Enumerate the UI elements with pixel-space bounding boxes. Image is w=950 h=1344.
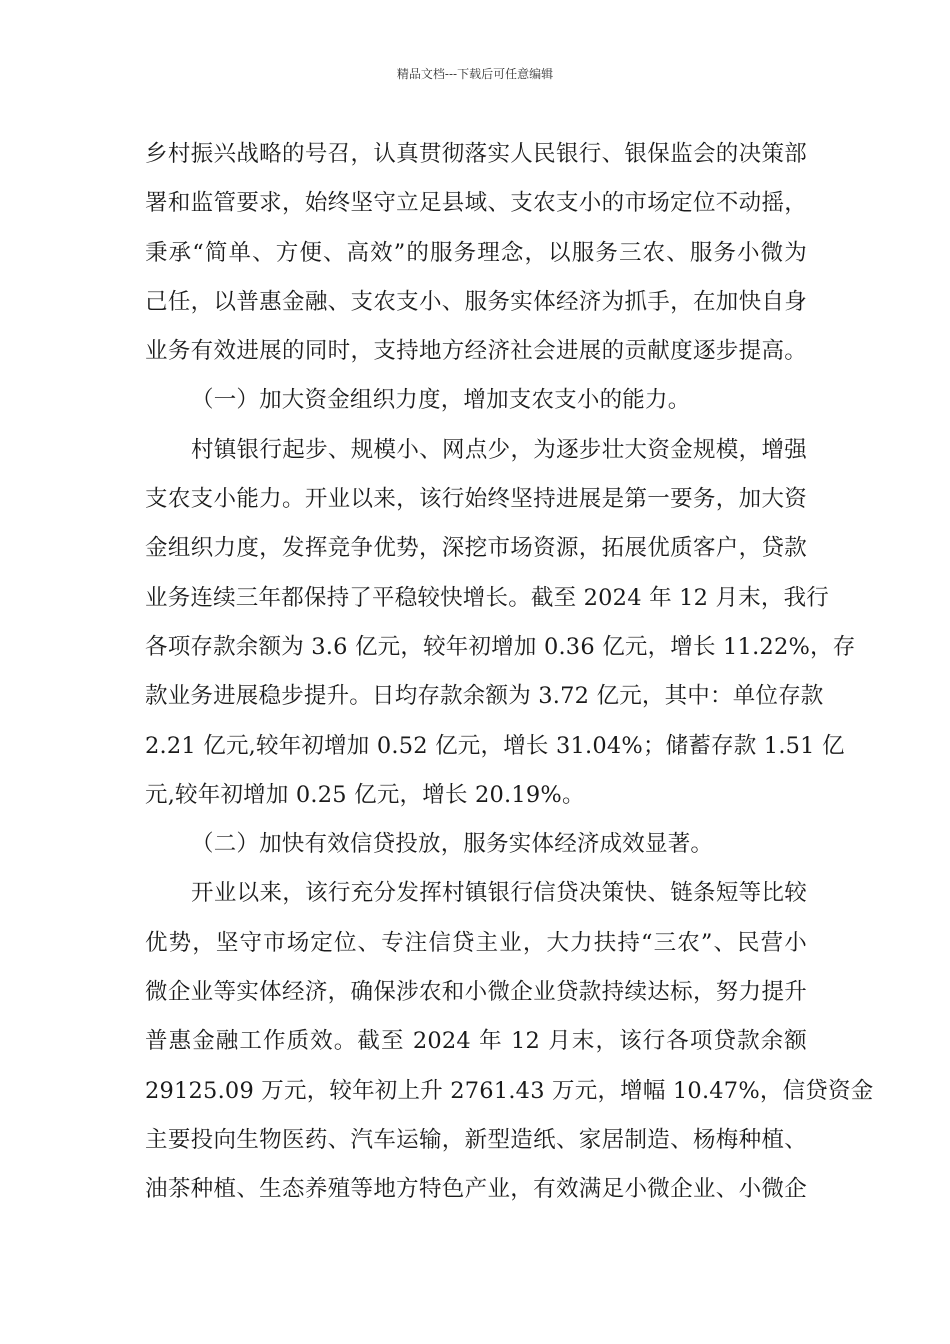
text-line: 普惠金融工作质效。截至 2024 年 12 月末，该行各项贷款余额 [145,1028,807,1055]
text-line: 开业以来，该行充分发挥村镇银行信贷决策快、链条短等比较 [191,880,807,907]
text-line: 秉承“简单、方便、高效”的服务理念，以服务三农、服务小微为 [145,239,807,266]
text-line: 金组织力度，发挥竞争优势，深挖市场资源，拓展优质客户，贷款 [145,535,807,562]
section-heading: （一）加大资金组织力度，增加支农支小的能力。 [191,387,691,414]
text-line: 支农支小能力。开业以来，该行始终坚持进展是第一要务，加大资 [145,486,807,513]
text-line: 各项存款余额为 3.6 亿元，较年初增加 0.36 亿元，增长 11.22%，存 [145,633,856,660]
text-line: 油茶种植、生态养殖等地方特色产业，有效满足小微企业、小微企 [145,1176,807,1203]
section-heading: （二）加快有效信贷投放，服务实体经济成效显著。 [191,831,714,858]
text-line: 乡村振兴战略的号召，认真贯彻落实人民银行、银保监会的决策部 [145,141,807,167]
text-line: 主要投向生物医药、汽车运输，新型造纸、家居制造、杨梅种植、 [145,1126,807,1153]
text-line: 款业务进展稳步提升。日均存款余额为 3.72 亿元，其中：单位存款 [145,683,824,710]
text-line: 微企业等实体经济，确保涉农和小微企业贷款持续达标，努力提升 [145,979,807,1006]
text-line: 己任，以普惠金融、支农支小、服务实体经济为抓手，在加快自身 [145,288,807,315]
text-line: 村镇银行起步、规模小、网点少，为逐步壮大资金规模，增强 [191,436,807,463]
text-line: 业务连续三年都保持了平稳较快增长。截至 2024 年 12 月末，我行 [145,584,830,611]
text-line: 2.21 亿元,较年初增加 0.52 亿元，增长 31.04%；储蓄存款 1.51 亿 [145,732,845,759]
page-header: 精品文档---下载后可任意编辑 [396,67,554,81]
text-line: 元,较年初增加 0.25 亿元，增长 20.19%。 [145,781,585,808]
text-line: 29125.09 万元，较年初上升 2761.43 万元，增幅 10.47%，信贷资金 [145,1077,874,1104]
text-line: 优势，坚守市场定位、专注信贷主业，大力扶持“三农”、民营小 [145,929,807,956]
body-text [145,130,874,1215]
text-line: 业务有效进展的同时，支持地方经济社会进展的贡献度逐步提高。 [145,338,807,365]
text-line: 署和监管要求，始终坚守立足县域、支农支小的市场定位不动摇， [145,190,807,217]
